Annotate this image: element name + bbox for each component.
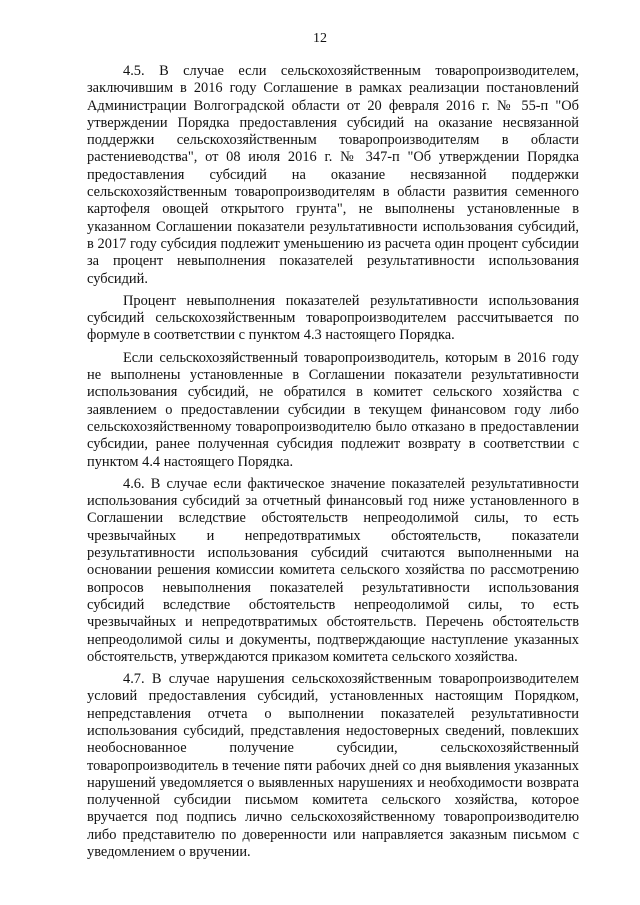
paragraph-subsidy-refund: Если сельскохозяйственный товаропроизводитель, которым в 2016 году не выполнены установленные в Соглашении показатели результативности использования субсидий, не обратился в комитет сельского хозяйства с заявлением о предоставлении субсидии в текущем финансовом году либо сельскохозяйственному товаропроизводителю было отказано в предоставлении субсидии, ранее полученная субсидия подлежит возврату в соответствии с пунктом 4.4 настоящего Порядка. (87, 349, 579, 470)
paragraph-4-5: 4.5. В случае если сельскохозяйственным товаропроизводителем, заключившим в 2016 году Соглашение в рамках реализации постановлений Администрации Волгоградской области от 20 февраля 2016 г. № 55-п "Об утверждении Порядка предоставления субсидий на оказание несвязанной поддержки сельскохозяйственным товаропроизводителям в области растениеводства", от 08 июля 2016 г. № 347-п "Об утверждении Порядка предоставления субсидий на оказание несвязанной поддержки сельскохозяйственным товаропроизводителям в области развития семенного картофеля овощей открытого грунта", не выполнены установленные в указанном Соглашении показатели результативности использования субсидий, в 2017 году субсидия подлежит уменьшению из расчета один процент субсидии за процент невыполнения показателей результативности использования субсидий. (87, 63, 579, 287)
paragraph-4-6: 4.6. В случае если фактическое значение показателей результативности использования субсидий за отчетный финансовый год ниже установленного в Соглашении вследствие обстоятельств непреодолимой силы, то есть чрезвычайных и непредотвратимых обстоятельств, показатели результативности использования субсидий считаются выполненными на основании решения комиссии комитета сельского хозяйства по рассмотрению вопросов невыполнения показателей результативности использования субсидий вследствие обстоятельств непреодолимой силы, то есть чрезвычайных и непредотвратимых обстоятельств. Перечень обстоятельств непреодолимой силы и документы, подтверждающие наступление указанных обстоятельств, утверждаются приказом комитета сельского хозяйства. (87, 475, 579, 665)
paragraph-non-fulfillment-percent: Процент невыполнения показателей результативности использования субсидий сельскохозяйственным товаропроизводителем рассчитывается по формуле в соответствии с пунктом 4.3 настоящего Порядка. (87, 292, 579, 344)
document-body (87, 63, 579, 866)
page-number: 12 (313, 31, 327, 46)
paragraph-4-7: 4.7. В случае нарушения сельскохозяйственным товаропроизводителем условий предоставления субсидий, установленных настоящим Порядком, непредставления отчета о выполнении показателей результативности использования субсидий, представления недостоверных сведений, повлекших необоснованное получение субсидии, сельскохозяйственный товаропроизводитель в течение пяти рабочих дней со дня выявления указанных нарушений уведомляется о выявленных нарушениях и необходимости возврата полученной субсидии письмом комитета сельского хозяйства, которое вручается под подпись лично сельскохозяйственному товаропроизводителю либо представителю по доверенности или направляется заказным письмом с уведомлением о вручении. (87, 671, 579, 861)
